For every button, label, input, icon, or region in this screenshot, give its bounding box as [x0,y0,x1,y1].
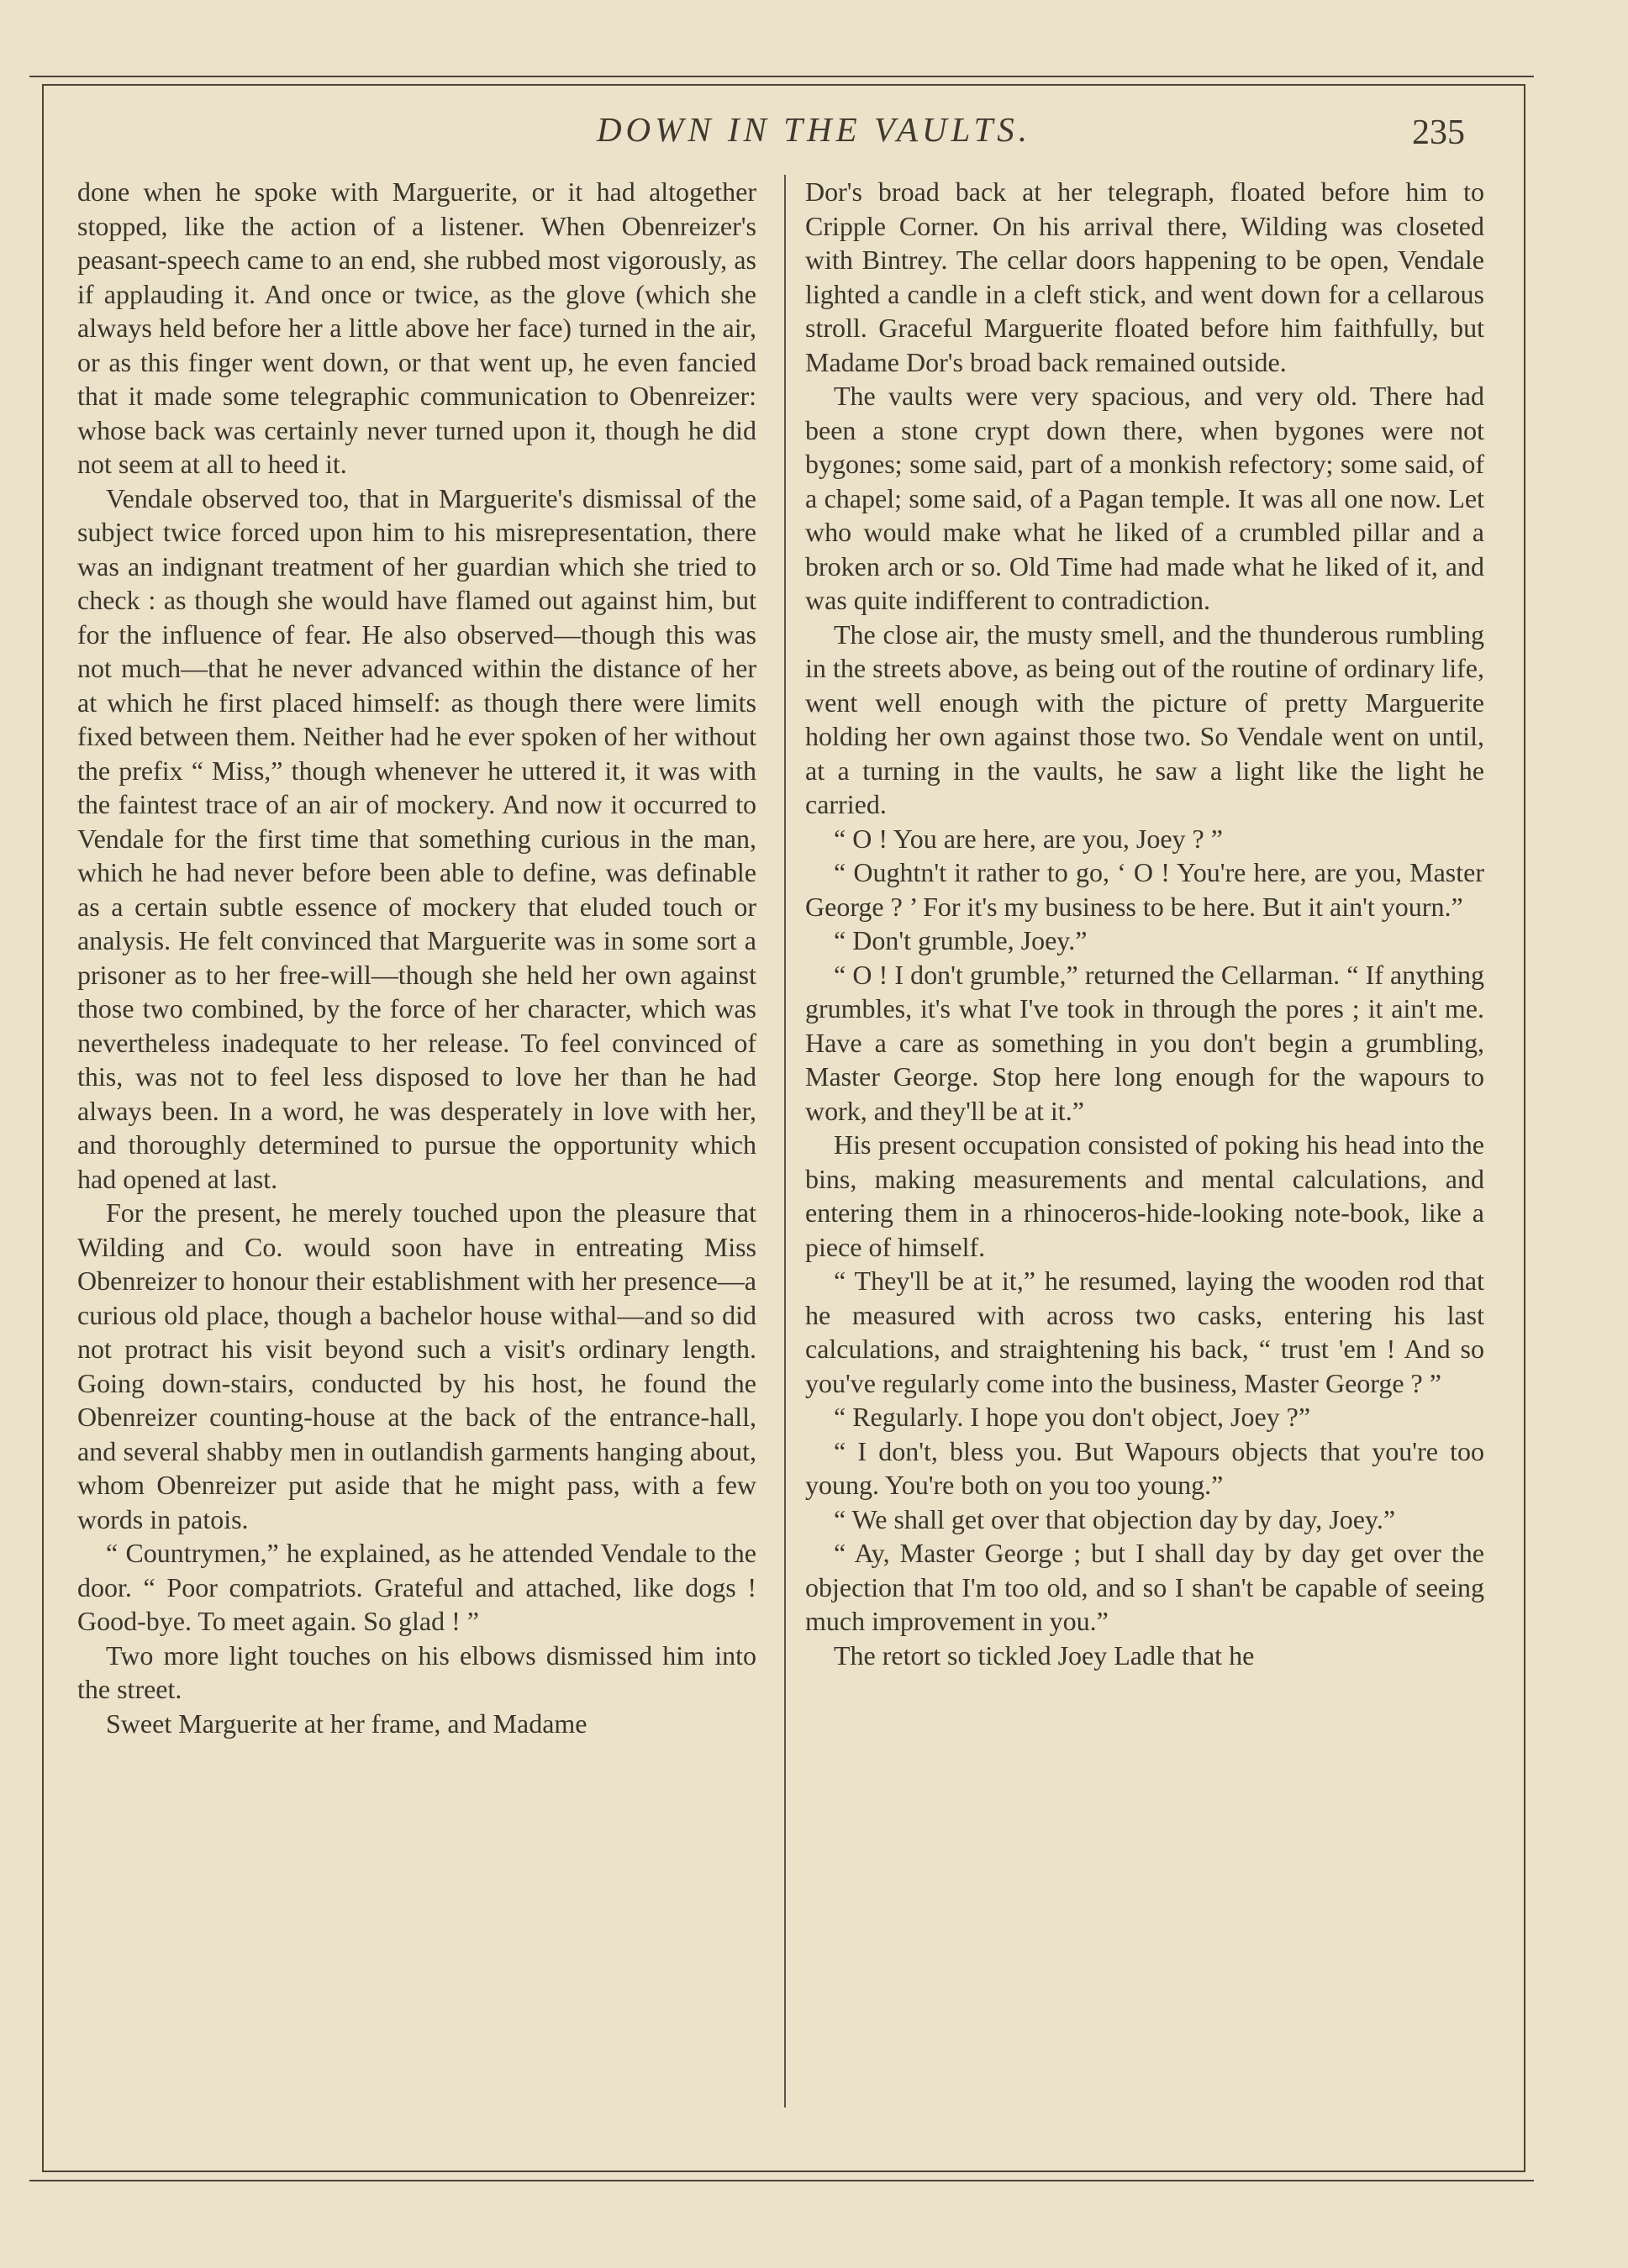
column-divider [784,175,786,2108]
right-paragraph: His present occupation consisted of poking his head into the bins, making measurements and mental calculations, and entering them in a rhinoceros-hide-looking note-book, like a piece of himself. [805,1129,1484,1262]
left-paragraph: Vendale observed too, that in Marguerite's dismissal of the subject twice forced upon him to his misrepresentation, there was an indignant treatment of her guardian which she tried to check : as though she would have flamed out against him, but for the influence of fear. He also observed—though this was not much—that he never advanced within the distance of her at which he first placed himself: as though there were limits fixed between them. Neither had he ever spoken of her without the prefix “ Miss,” though whenever he uttered it, it was with the faintest trace of an air of mockery. And now it occurred to Vendale for the first time that something curious in the man, which he had never before been able to define, was definable as a certain subtle essence of mockery that eluded touch or analysis. He felt convinced that Marguerite was in some sort a prisoner as to her free-will—though she held her own against those two combined, by the force of her character, which was nevertheless inadequate to her release. To feel convinced of this, was not to feel less disposed to love her than he had always been. In a word, he was desperately in love with her, and thoroughly determined to pursue the opportunity which had opened at last. [77,482,756,1194]
right-paragraph: “ Regularly. I hope you don't object, Joey ?” [834,1402,1311,1432]
right-paragraph: “ Ay, Master George ; but I shall day by day get over the objection that I'm too old, and so I shan't be capable of seeing much improvement in you.” [805,1538,1484,1636]
right-paragraph: The close air, the musty smell, and the thunderous rumbling in the streets above, as being out of the routine of ordinary life, went well enough with the picture of pretty Marguerite holding her own against those two. So Vendale went on until, at a turning in the vaults, he saw a light like the light he carried. [805,618,1484,819]
right-paragraph: Dor's broad back at her telegraph, floated before him to Cripple Corner. On his arrival there, Wilding was closeted with Bintrey. The cellar doors happening to be open, Vendale lighted a candle in a cleft stick, and went down for a cellarous stroll. Graceful Marguerite floated before him faithfully, but Madame Dor's broad back remained outside. [805,176,1484,377]
right-paragraph: “ Oughtn't it rather to go, ‘ O ! You're here, are you, Master George ? ’ For it's my business to be here. But it ain't yourn.” [805,857,1484,922]
left-paragraph: done when he spoke with Marguerite, or it had altogether stopped, like the action of a listener. When Obenreizer's peasant-speech came to an end, she rubbed most vigorously, as if applauding it. And once or twice, as the glove (which she always held before her a little above her face) turned in the air, or as this finger went down, or that went up, he even fancied that it made some telegraphic communication to Obenreizer: whose back was certainly never turned upon it, though he did not seem at all to heed it. [77,176,756,479]
right-paragraph: “ Don't grumble, Joey.” [834,925,1088,955]
left-column [77,175,756,2108]
right-paragraph: “ We shall get over that objection day by day, Joey.” [834,1503,1396,1534]
right-paragraph: “ They'll be at it,” he resumed, laying the wooden rod that he measured with across two casks, entering his last calculations, and straightening his back, “ trust 'em ! And so you've regularly come into the business, Master George ? ” [805,1266,1484,1398]
left-paragraph: For the present, he merely touched upon the pleasure that Wilding and Co. would soon have in entreating Miss Obenreizer to honour their establishment with her presence—a curious old place, though a bachelor house withal—and so did not protract his visit beyond such a visit's ordinary length. Going down-stairs, conducted by his host, he found the Obenreizer counting-house at the back of the entrance-hall, and several shabby men in outlandish garments hanging about, whom Obenreizer put aside that he might pass, with a few words in patois. [77,1197,756,1534]
top-rule [29,76,1534,77]
page-number: 235 [1412,113,1465,152]
running-title: DOWN IN THE VAULTS. [596,110,1032,149]
left-paragraph: Two more light touches on his elbows dismissed him into the street. [77,1639,756,1704]
left-paragraph: Sweet Marguerite at her frame, and Madame [106,1708,587,1739]
left-paragraph: “ Countrymen,” he explained, as he attended Vendale to the door. “ Poor compatriots. Grateful and attached, like dogs ! Good-bye. To meet again. So glad ! ” [77,1538,756,1636]
right-paragraph: The vaults were very spacious, and very old. There had been a stone crypt down there, when bygones were not bygones; some said, part of a monkish refectory; some said, of a chapel; some said, of a Pagan temple. It was all one now. Let who would make what he liked of a crumbled pillar and a broken arch or so. Old Time had made what he liked of it, and was quite indifferent to contradiction. [805,381,1484,615]
right-paragraph: “ I don't, bless you. But Wapours objects that you're too young. You're both on you too young.” [805,1435,1484,1500]
right-paragraph: “ O ! You are here, are you, Joey ? ” [834,823,1223,854]
right-paragraph: The retort so tickled Joey Ladle that he [834,1639,1255,1671]
running-head [0,109,1628,160]
right-column [805,175,1484,2108]
right-paragraph: “ O ! I don't grumble,” returned the Cellarman. “ If anything grumbles, it's what I've took in through the pores ; it ain't me. Have a care as something in you don't begin a grumbling, Master George. Stop here long enough for the wapours to work, and they'll be at it.” [805,959,1484,1126]
bottom-rule [29,2180,1534,2181]
